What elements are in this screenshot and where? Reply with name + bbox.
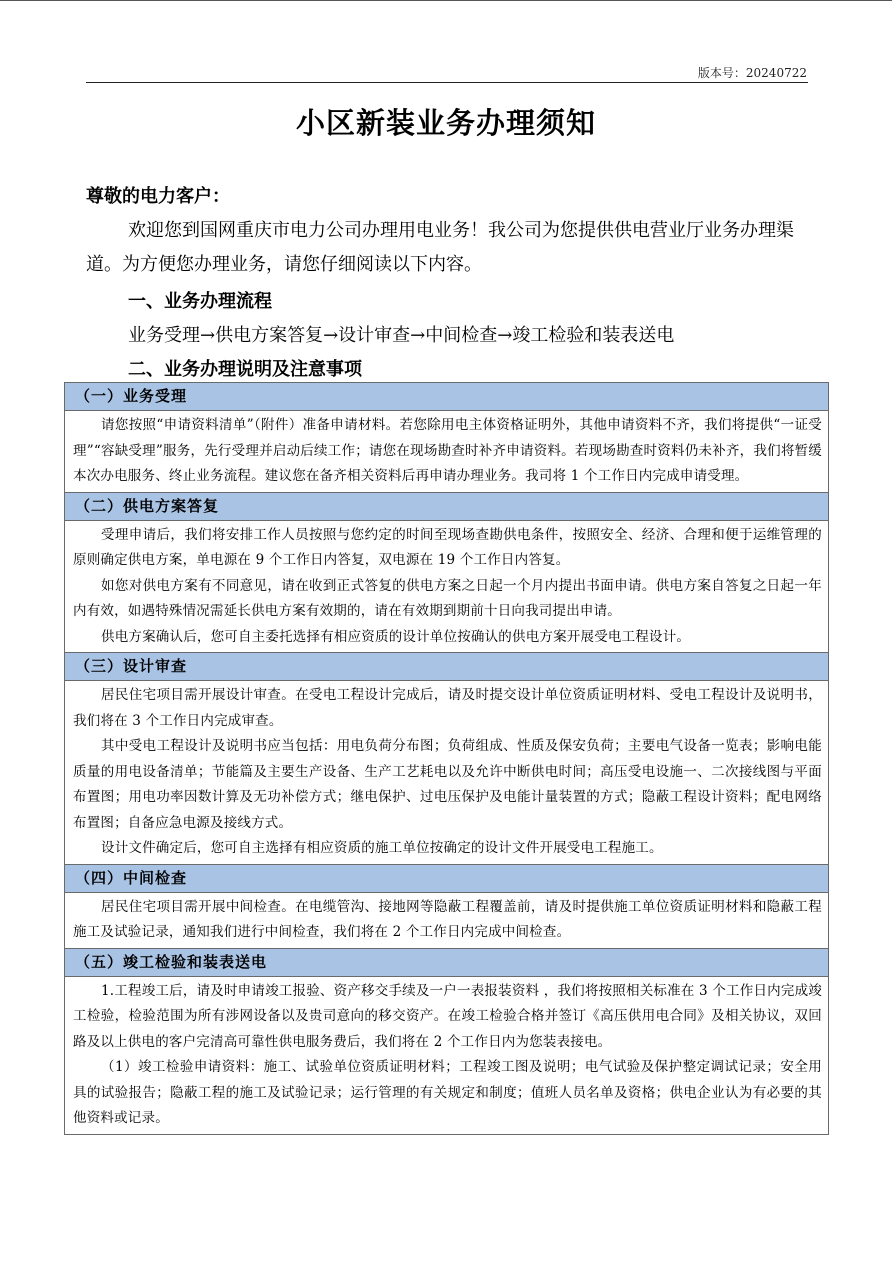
paragraph: 居民住宅项目需开展中间检查。在电缆管沟、接地网等隐蔽工程覆盖前，请及时提供施工单位资质证明材料和隐蔽工程施工及试验记录，通知我们进行中间检查，我们将在 2 个工作日内完成中间检查。 <box>73 898 822 940</box>
process-flow: 业务受理→供电方案答复→设计审查→中间检查→竣工检验和装表送电 <box>128 325 675 346</box>
section-heading-process: 一、业务办理流程 <box>128 291 272 312</box>
block-header-design-review: （三）设计审查 <box>65 653 828 681</box>
block-header-acceptance: （一）业务受理 <box>65 383 828 411</box>
header-rule <box>86 82 808 83</box>
block-body-power-plan <box>65 521 828 654</box>
paragraph: 其中受电工程设计及说明书应当包括：用电负荷分布图；负荷组成、性质及保安负荷；主要电气设备一览表；影响电能质量的用电设备清单；节能篇及主要生产设备、生产工艺耗电以及允许中断供电时间；高压受电设施一、二次接线图与平面布置图；用电功率因数计算及无功补偿方式；继电保护、过电压保护及电能计量装置的方式；隐蔽工程设计资料；配电网络布置图；自备应急电源及接线方式。 <box>73 738 822 831</box>
section-heading-notes: 二、业务办理说明及注意事项 <box>128 359 362 380</box>
paragraph: （1）竣工检验申请资料：施工、试验单位资质证明材料；工程竣工图及说明；电气试验及保护整定调试记录；安全用具的试验报告；隐蔽工程的施工及试验记录；运行管理的有关规定和制度；值班人员名单及资格；供电企业认为有必要的其他资料或记录。 <box>73 1059 822 1126</box>
block-body-design-review <box>65 681 828 865</box>
paragraph: 设计文件确定后，您可自主选择有相应资质的施工单位按确定的设计文件开展受电工程施工。 <box>101 840 663 856</box>
greeting: 尊敬的电力客户： <box>86 186 230 207</box>
intro-paragraph: 欢迎您到国网重庆市电力公司办理用电业务！我公司为您提供供电营业厅业务办理渠道。为方便您办理业务，请您仔细阅读以下内容。 <box>86 220 794 275</box>
paragraph: 供电方案确认后，您可自主委托选择有相应资质的设计单位按确认的供电方案开展受电工程设计。 <box>101 628 691 645</box>
paragraph: 如您对供电方案有不同意见，请在收到正式答复的供电方案之日起一个月内提出书面申请。供电方案自答复之日起一年内有效，如遇特殊情况需延长供电方案有效期的，请在有效期到期前十日向我司提出申请。 <box>73 577 822 619</box>
document-title: 小区新装业务办理须知 <box>295 106 596 140</box>
block-header-midterm-inspection: （四）中间检查 <box>65 865 828 893</box>
version-number: 版本号：20240722 <box>697 66 807 80</box>
paragraph: 受理申请后，我们将安排工作人员按照与您约定的时间至现场查勘供电条件，按照安全、经济、合理和便于运维管理的原则确定供电方案，单电源在 9 个工作日内答复，双电源在 19 个工作日内答复。 <box>73 526 822 568</box>
paragraph: 请您按照“申请资料清单”（附件）准备申请材料。若您除用电主体资格证明外，其他申请资料不齐，我们将提供“一证受理”“容缺受理”服务，先行受理并启动后续工作；请您在现场勘查时补齐申请资料。若现场勘查时资料仍未补齐，我们将暂缓本次办电服务、终止业务流程。建议您在备齐相关资料后再申请办理业务。我司将 1 个工作日内完成申请受理。 <box>73 417 822 484</box>
block-header-completion: （五）竣工检验和装表送电 <box>65 949 828 977</box>
paragraph: 1.工程竣工后，请及时申请竣工报验、资产移交手续及一户一表报装资料 ，我们将按照相关标准在 3 个工作日内完成竣工检验，检验范围为所有涉网设备以及贵司意向的移交资产。在竣工检验合格并签订《高压供用电合同》及相关协议，双回路及以上供电的客户完清高可靠性供电服务费后，我们将在 2 个工作日内为您装表接电。 <box>73 982 822 1050</box>
block-body-acceptance <box>65 411 828 493</box>
paragraph: 居民住宅项目需开展设计审查。在受电工程设计完成后，请及时提交设计单位资质证明材料、受电工程设计及说明书，我们将在 3 个工作日内完成审查。 <box>73 687 822 729</box>
notes-table <box>64 382 829 1135</box>
block-body-midterm-inspection <box>65 893 828 949</box>
block-header-power-plan: （二）供电方案答复 <box>65 493 828 521</box>
page-top-border <box>0 0 892 1</box>
block-body-completion <box>65 977 828 1134</box>
